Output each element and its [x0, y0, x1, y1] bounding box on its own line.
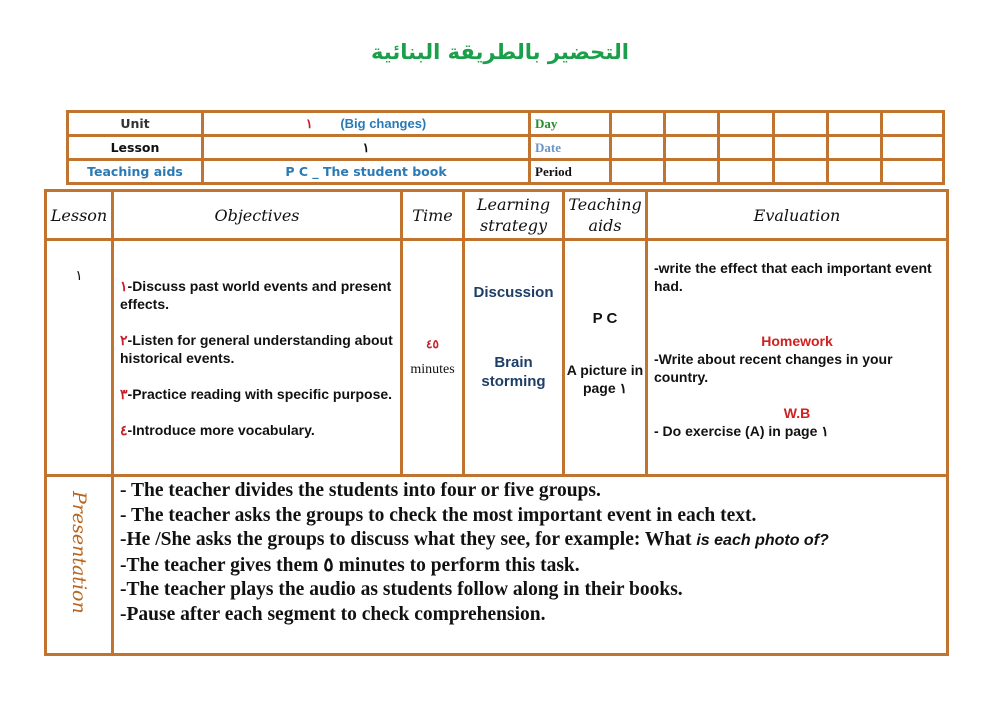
info-row-lesson [68, 136, 944, 160]
time-value: ٤٥ [426, 337, 439, 351]
teaching-aids-value: P C _ The student book [203, 160, 530, 184]
strategy-discussion: Discussion [473, 284, 554, 301]
presentation-line: -The teacher gives them ٥ minutes to perform this task. [120, 554, 580, 576]
header-time: Time [402, 191, 464, 240]
day-cell[interactable] [665, 112, 719, 136]
aid-picture: A picture in page ١ [566, 362, 644, 396]
day-cell[interactable] [719, 112, 774, 136]
header-strategy [464, 191, 564, 240]
page-title: التحضير بالطريقة البنائية [371, 40, 629, 64]
info-row-aids [68, 160, 944, 184]
presentation-line: -The teacher plays the audio as students follow along in their books. [120, 579, 683, 601]
presentation-line: - The teacher divides the students into four or five groups. [120, 480, 601, 501]
time-unit: minutes [410, 362, 455, 377]
header-strategy-line2: strategy [479, 216, 547, 235]
day-cell[interactable] [828, 112, 882, 136]
period-cell[interactable] [665, 160, 719, 184]
presentation-line: -Pause after each segment to check comprehension. [120, 603, 546, 625]
info-row-unit [68, 112, 944, 136]
objective-item: ٤-Introduce more vocabulary. [120, 421, 315, 438]
lesson-number: ١ [46, 240, 113, 476]
period-cell[interactable] [719, 160, 774, 184]
day-label: Day [530, 112, 611, 136]
presentation-label: Presentation [68, 491, 90, 614]
date-cell[interactable] [665, 136, 719, 160]
header-aids [564, 191, 647, 240]
presentation-line: - The teacher asks the groups to check the most important event in each text. [120, 504, 757, 526]
header-aids-line2: aids [588, 216, 622, 235]
header-objectives: Objectives [113, 191, 402, 240]
unit-value [203, 112, 530, 136]
evaluation-cell [647, 240, 948, 476]
date-cell[interactable] [774, 136, 828, 160]
presentation-cell [113, 476, 948, 655]
date-cell[interactable] [611, 136, 665, 160]
objective-item: ٢-Listen for general understanding about historical events. [120, 331, 393, 366]
evaluation-task: -write the effect that each important event had. [654, 260, 932, 294]
date-cell[interactable] [882, 136, 944, 160]
lesson-plan-table [44, 189, 949, 656]
date-label: Date [530, 136, 611, 160]
day-cell[interactable] [774, 112, 828, 136]
lesson-label: Lesson [68, 136, 203, 160]
date-cell[interactable] [719, 136, 774, 160]
header-row [46, 191, 948, 240]
workbook-label: W.B [783, 405, 811, 421]
day-cell[interactable] [882, 112, 944, 136]
header-aids-line1: Teaching [568, 195, 642, 214]
presentation-row [46, 476, 948, 655]
lesson-row [46, 240, 948, 476]
presentation-label-cell [46, 476, 113, 655]
presentation-line: -He /She asks the groups to discuss what they see, for example: What is each photo of? [120, 529, 829, 551]
header-evaluation: Evaluation [647, 191, 948, 240]
header-lesson: Lesson [46, 191, 113, 240]
header-strategy-line1: Learning [476, 195, 551, 214]
lesson-value: ١ [203, 136, 530, 160]
unit-label: Unit [68, 112, 203, 136]
period-cell[interactable] [774, 160, 828, 184]
strategy-brainstorming: Brain storming [481, 354, 546, 390]
homework-label: Homework [761, 333, 833, 349]
objective-item: ١-Discuss past world events and present effects. [120, 277, 392, 312]
homework-text: -Write about recent changes in your country. [654, 351, 893, 385]
date-cell[interactable] [828, 136, 882, 160]
period-cell[interactable] [611, 160, 665, 184]
aid-pc: P C [592, 310, 618, 327]
objective-item: ٣-Practice reading with specific purpose. [120, 385, 393, 402]
teaching-aids-label: Teaching aids [68, 160, 203, 184]
strategy-cell [464, 240, 564, 476]
unit-name: (Big changes) [340, 115, 427, 131]
period-cell[interactable] [828, 160, 882, 184]
time-cell [402, 240, 464, 476]
unit-number: ١ [305, 115, 313, 131]
day-cell[interactable] [611, 112, 665, 136]
aids-cell [564, 240, 647, 476]
period-label: Period [530, 160, 611, 184]
period-cell[interactable] [882, 160, 944, 184]
info-table [66, 110, 945, 185]
workbook-text: - Do exercise (A) in page ١ [654, 423, 829, 439]
objectives-cell [113, 240, 402, 476]
